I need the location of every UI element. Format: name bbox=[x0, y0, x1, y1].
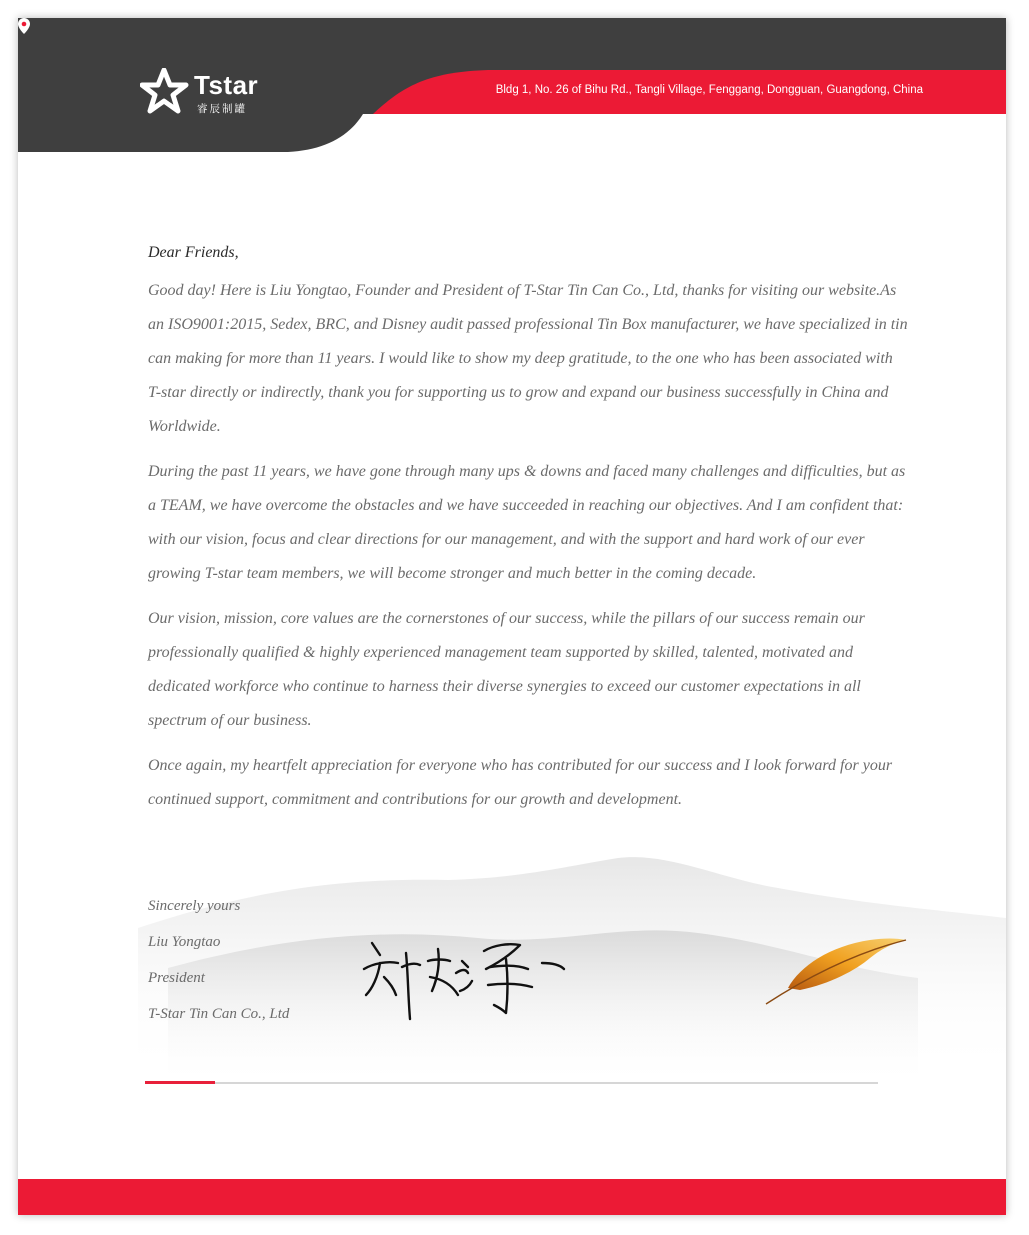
company-logo[interactable] bbox=[140, 68, 265, 116]
star-logo-icon bbox=[140, 68, 190, 116]
letterhead-header bbox=[18, 18, 1006, 153]
company-address: Bldg 1, No. 26 of Bihu Rd., Tangli Village, Fenggang, Dongguan, Guangdong, China bbox=[495, 84, 923, 96]
letter-paragraph: Our vision, mission, core values are the cornerstones of our success, while the pillars of our success remain our professionally qualified & highly experienced management team supported by skilled, talented, motivated and dedicated workforce who continue to harness their diverse synergies to exceed our customer expectations in all spectrum of our business. bbox=[148, 610, 865, 729]
letterhead-page bbox=[18, 18, 1006, 1215]
letter-salutation: Dear Friends, bbox=[148, 244, 239, 261]
letter-body bbox=[148, 236, 908, 828]
logo-chinese-subtext: 睿辰制罐 bbox=[197, 103, 247, 115]
logo-wordmark: Tstar bbox=[194, 70, 259, 100]
letter-paragraph: Once again, my heartfelt appreciation for everyone who has contributed for our success and I look forward for your continued support, commitment and contributions for our growth and development. bbox=[148, 757, 893, 808]
signer-company: T-Star Tin Can Co., Ltd bbox=[148, 1006, 290, 1022]
letter-paragraph: During the past 11 years, we have gone through many ups & downs and faced many challenges and difficulties, but as a TEAM, we have overcome the obstacles and we have succeeded in reaching our objectives. And I am confident that: with our vision, focus and clear directions for our management, and with the support and hard work of our ever growing T-star team members, we will become stronger and much better in the coming decade. bbox=[148, 463, 906, 582]
signer-title: President bbox=[148, 970, 205, 986]
divider-line bbox=[215, 1082, 878, 1084]
handwritten-signature bbox=[358, 933, 568, 1023]
footer-band bbox=[18, 1179, 1006, 1215]
valediction: Sincerely yours bbox=[148, 898, 241, 914]
letter-paragraph: Good day! Here is Liu Yongtao, Founder and President of T-Star Tin Can Co., Ltd, thanks for visiting our website.As an ISO9001:2015, Sedex, BRC, and Disney audit passed professional Tin Box manufacturer, we have specialized in tin can making for more than 11 years. I would like to show my deep gratitude, to the one who has been associated with T-star directly or indirectly, thank you for supporting us to grow and expand our business successfully in China and Worldwide. bbox=[148, 282, 908, 435]
map-pin-icon bbox=[18, 18, 30, 34]
divider-accent bbox=[145, 1081, 215, 1084]
signer-name: Liu Yongtao bbox=[148, 934, 221, 950]
quill-feather-icon bbox=[760, 936, 910, 1008]
letter-closing bbox=[148, 894, 289, 1038]
